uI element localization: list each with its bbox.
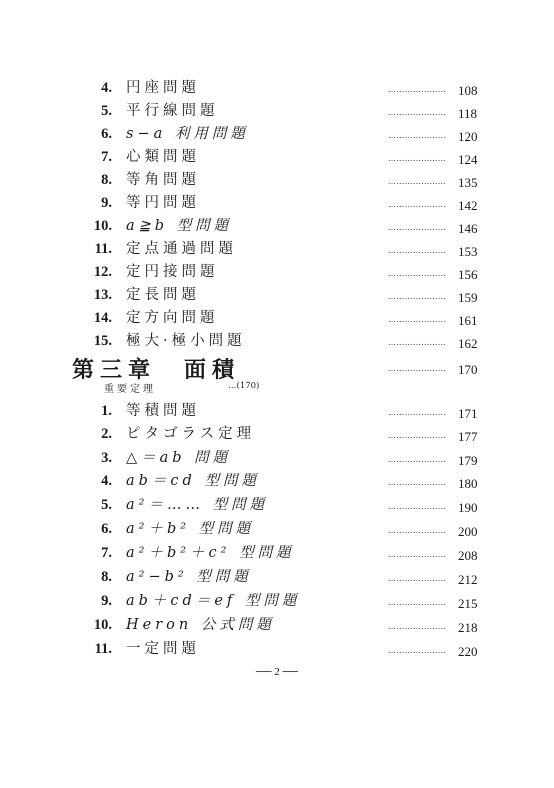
entry-title: 一定問題 — [126, 641, 200, 657]
entry-number: 2. — [101, 426, 112, 442]
leader-dots: ………………… — [388, 622, 447, 631]
leader-dots: ………………… — [388, 246, 447, 255]
toc-entry — [0, 423, 554, 445]
toc-entry — [0, 566, 554, 588]
leader-dots: ………………… — [388, 200, 447, 209]
chapter-page: 170 — [458, 362, 478, 377]
entry-number: 4. — [101, 473, 112, 489]
toc-entry — [0, 215, 554, 237]
entry-title: a²＝…… 型問題 — [126, 497, 269, 513]
leader-dots: ………………… — [388, 526, 447, 535]
toc-entry — [0, 238, 554, 260]
subsection-page: …(170) — [228, 381, 260, 391]
entry-number: 9. — [101, 195, 112, 211]
entry-page: 212 — [458, 572, 478, 587]
leader-dots: ………………… — [388, 455, 447, 464]
entry-title: 定円接問題 — [126, 264, 219, 280]
page-number-footer: ── 2 ── — [255, 666, 299, 678]
toc-entry — [0, 494, 554, 516]
entry-title: ab＝cd 型問題 — [126, 473, 260, 489]
entry-page: 153 — [458, 244, 478, 259]
entry-page: 220 — [458, 644, 478, 659]
entry-title: a²＋b²＋c² 型問題 — [126, 545, 295, 561]
entry-page: 108 — [458, 83, 478, 98]
entry-number: 8. — [101, 569, 112, 585]
entry-title: ピタゴラス定理 — [126, 426, 256, 442]
entry-number: 13. — [93, 287, 112, 303]
leader-dots: ………………… — [388, 574, 447, 583]
leader-dots: ………………… — [388, 315, 447, 324]
entry-title: 等角問題 — [126, 172, 200, 188]
entry-title: Heron 公式問題 — [126, 617, 275, 633]
entry-number: 5. — [101, 497, 112, 513]
toc-entry — [0, 400, 554, 422]
leader-dots: ………………… — [388, 364, 447, 373]
toc-entry — [0, 169, 554, 191]
entry-page: 118 — [458, 106, 478, 121]
entry-title: ab＋cd＝ef 型問題 — [126, 593, 301, 609]
entry-page: 179 — [458, 453, 478, 468]
subsection-title: 重要定理 — [104, 384, 156, 395]
toc-entry — [0, 330, 554, 352]
entry-page: 218 — [458, 620, 478, 635]
entry-page: 159 — [458, 290, 478, 305]
leader-dots: ………………… — [388, 478, 447, 487]
entry-title: s−a 利用問題 — [126, 126, 249, 142]
toc-entry — [0, 542, 554, 564]
entry-title: 心類問題 — [126, 149, 200, 165]
entry-number: 4. — [101, 80, 112, 96]
leader-dots: ………………… — [388, 292, 447, 301]
entry-number: 11. — [94, 241, 112, 257]
entry-page: 142 — [458, 198, 478, 213]
toc-entry — [0, 77, 554, 99]
entry-number: 11. — [94, 641, 112, 657]
entry-title: a²＋b² 型問題 — [126, 521, 255, 537]
toc-entry — [0, 261, 554, 283]
leader-dots: ………………… — [388, 269, 447, 278]
toc-entry — [0, 518, 554, 540]
leader-dots: ………………… — [388, 85, 447, 94]
entry-title: 定方向問題 — [126, 310, 219, 326]
leader-dots: ………………… — [388, 646, 447, 655]
leader-dots: ………………… — [388, 177, 447, 186]
toc-entry — [0, 614, 554, 636]
leader-dots: ………………… — [388, 131, 447, 140]
chapter-heading: 第三章 面積 — [72, 357, 241, 383]
entry-number: 8. — [101, 172, 112, 188]
entry-number: 14. — [93, 310, 112, 326]
toc-entry — [0, 638, 554, 660]
leader-dots: ………………… — [388, 223, 447, 232]
leader-dots: ………………… — [388, 502, 447, 511]
entry-number: 10. — [93, 617, 112, 633]
toc-entry — [0, 590, 554, 612]
entry-page: 180 — [458, 476, 478, 491]
entry-page: 200 — [458, 524, 478, 539]
leader-dots: ………………… — [388, 431, 447, 440]
entry-number: 3. — [101, 450, 112, 466]
entry-page: 190 — [458, 500, 478, 515]
leader-dots: ………………… — [388, 338, 447, 347]
entry-page: 135 — [458, 175, 478, 190]
entry-number: 5. — [101, 103, 112, 119]
toc-entry — [0, 192, 554, 214]
entry-title: 定点通過問題 — [126, 241, 237, 257]
entry-title: 円座問題 — [126, 80, 200, 96]
entry-number: 12. — [93, 264, 112, 280]
leader-dots: ………………… — [388, 598, 447, 607]
toc-entry — [0, 284, 554, 306]
entry-page: 161 — [458, 313, 478, 328]
entry-title: 極大·極小問題 — [126, 333, 246, 349]
entry-page: 177 — [458, 429, 478, 444]
entry-page: 171 — [458, 406, 478, 421]
entry-number: 6. — [101, 521, 112, 537]
entry-page: 215 — [458, 596, 478, 611]
toc-entry — [0, 100, 554, 122]
entry-title: a≧b 型問題 — [126, 218, 233, 234]
entry-number: 7. — [101, 149, 112, 165]
leader-dots: ………………… — [388, 154, 447, 163]
entry-page: 120 — [458, 129, 478, 144]
entry-title: 等円問題 — [126, 195, 200, 211]
toc-entry — [0, 447, 554, 469]
entry-number: 7. — [101, 545, 112, 561]
leader-dots: ………………… — [388, 408, 447, 417]
entry-title: △＝ab 問題 — [126, 450, 232, 466]
entry-page: 156 — [458, 267, 478, 282]
entry-number: 15. — [93, 333, 112, 349]
toc-entry — [0, 307, 554, 329]
entry-page: 208 — [458, 548, 478, 563]
leader-dots: ………………… — [388, 550, 447, 559]
entry-number: 6. — [101, 126, 112, 142]
entry-page: 146 — [458, 221, 478, 236]
entry-title: 平行線問題 — [126, 103, 219, 119]
toc-entry — [0, 123, 554, 145]
entry-page: 124 — [458, 152, 478, 167]
toc-entry — [0, 146, 554, 168]
entry-title: a²−b² 型問題 — [126, 569, 252, 585]
entry-number: 10. — [93, 218, 112, 234]
entry-title: 等積問題 — [126, 403, 200, 419]
leader-dots: ………………… — [388, 108, 447, 117]
entry-number: 1. — [101, 403, 112, 419]
entry-title: 定長問題 — [126, 287, 200, 303]
entry-page: 162 — [458, 336, 478, 351]
toc-entry — [0, 470, 554, 492]
entry-number: 9. — [101, 593, 112, 609]
